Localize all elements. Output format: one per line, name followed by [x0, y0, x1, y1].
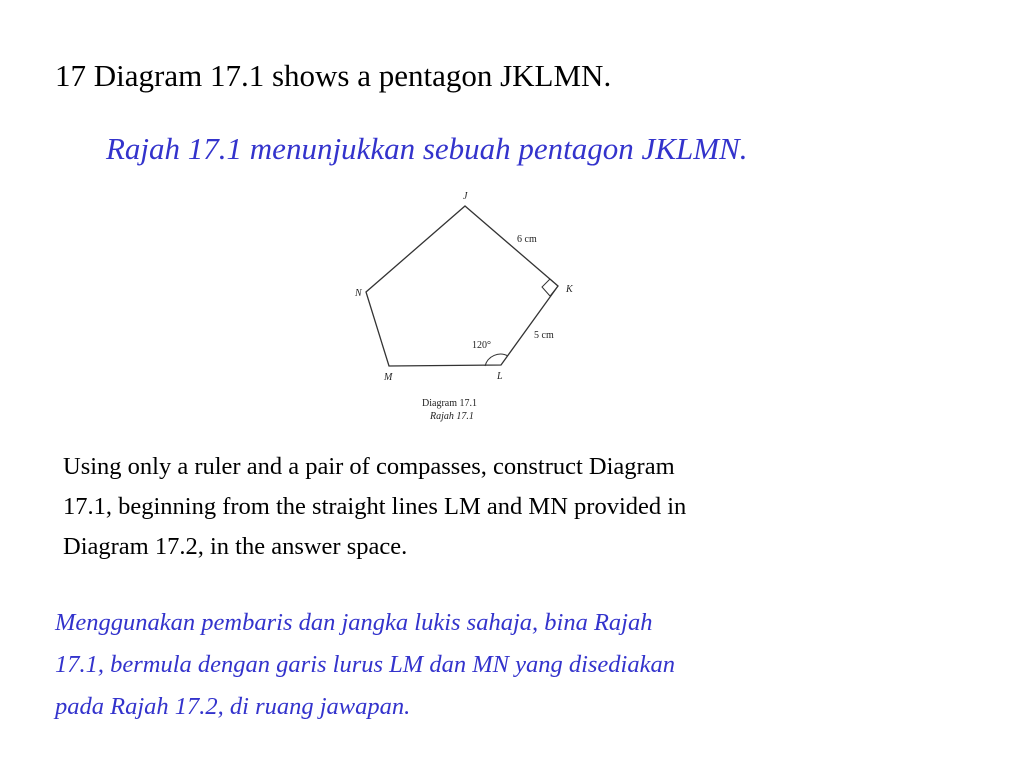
- pentagon-diagram-svg: [330, 184, 610, 434]
- question-heading: 17 Diagram 17.1 shows a pentagon JKLMN.: [55, 58, 612, 93]
- right-angle-marker-k: [550, 279, 558, 296]
- diagram-caption: Diagram 17.1: [422, 398, 477, 409]
- instruction-malay: [55, 602, 975, 728]
- instruction-line: Using only a ruler and a pair of compasses, construct Diagram: [63, 453, 675, 480]
- pentagon-outline: [366, 206, 558, 366]
- instruction-line: Diagram 17.2, in the answer space.: [63, 533, 408, 560]
- vertex-label-n: N: [355, 288, 362, 299]
- angle-label-l: 120°: [472, 340, 491, 351]
- instruction-malay-line: Menggunakan pembaris dan jangka lukis sahaja, bina Rajah: [55, 609, 653, 636]
- instruction-line: 17.1, beginning from the straight lines LM and MN provided in: [63, 493, 687, 520]
- length-label-jk: 6 cm: [517, 234, 537, 245]
- instruction-malay-line: pada Rajah 17.2, di ruang jawapan.: [55, 693, 411, 720]
- vertex-label-m: M: [384, 372, 393, 383]
- pentagon-diagram: [330, 184, 610, 434]
- question-heading-malay: Rajah 17.1 menunjukkan sebuah pentagon JKLMN.: [106, 131, 748, 166]
- diagram-caption-malay: Rajah 17.1: [430, 411, 474, 422]
- instruction-malay-line: 17.1, bermula dengan garis lurus LM dan MN yang disediakan: [55, 651, 675, 678]
- instruction-english: [63, 447, 963, 567]
- vertex-label-j: J: [463, 191, 468, 202]
- vertex-label-l: L: [497, 371, 503, 382]
- length-label-kl: 5 cm: [534, 330, 554, 341]
- right-angle-square-k: [542, 279, 550, 296]
- vertex-label-k: K: [566, 284, 573, 295]
